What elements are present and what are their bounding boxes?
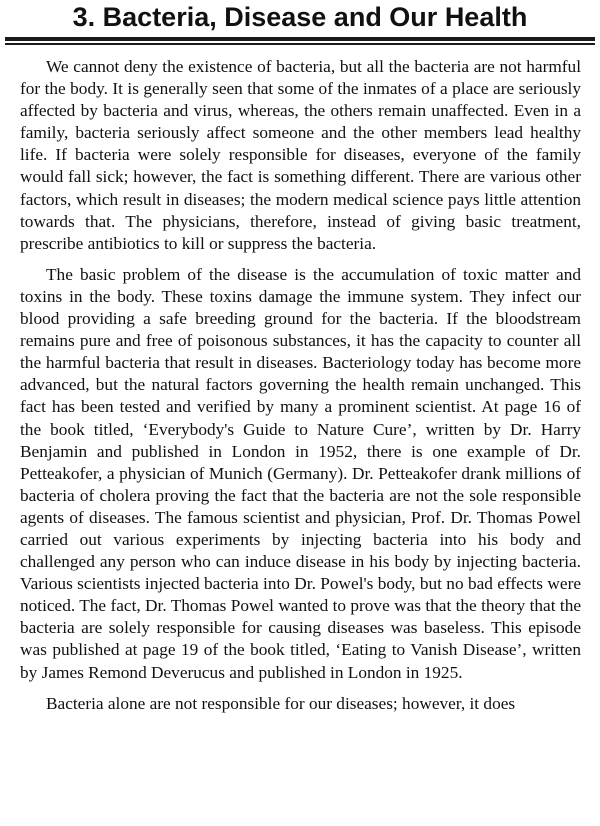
chapter-body: [20, 56, 581, 724]
paragraph-1: We cannot deny the existence of bacteria, but all the bacteria are not harmful for the body. It is generally seen that some of the inmates of a place are seriously affected by bacteria and virus, whereas, the others remain unaffected. Even in a family, bacteria seriously affect someone and the other members lead healthy life. If bacteria were solely responsible for diseases, everyone of the family would fall sick; however, the fact is something different. There are various other factors, which result in diseases; the modern medical science pays little attention towards that. The physicians, therefore, instead of giving basic treatment, prescribe antibiotics to kill or suppress the bacteria.: [20, 57, 581, 253]
title-rule-thin: [5, 43, 595, 45]
chapter-title: 3. Bacteria, Disease and Our Health: [72, 2, 528, 32]
paragraph-3: Bacteria alone are not responsible for our diseases; however, it does: [46, 693, 516, 713]
paragraph-2: The basic problem of the disease is the accumulation of toxic matter and toxins in the body. These toxins damage the immune system. They infect our blood providing a safe breeding ground for the bacteria. If the bloodstream remains pure and free of poisonous substances, it has the capacity to counter all the harmful bacteria that result in diseases. Bacteriology today has become more advanced, but the natural factors governing the health remain unchanged. This fact has been tested and verified by many a prominent scientist. At page 16 of the book titled, ‘Everybody's Guide to Nature Cure’, written by Dr. Harry Benjamin and published in London in 1952, there is one example of Dr. Petteakofer, a physician of Munich (Germany). Dr. Petteakofer drank millions of bacteria of cholera proving the fact that the bacteria are not the sole responsible agents of diseases. The famous scientist and physician, Prof. Dr. Thomas Powel carried out various experiments by injecting bacteria into his body and challenged any person who can induce disease in his body by injecting bacteria. Various scientists injected bacteria into Dr. Powel's body, but no bad effects were noticed. The fact, Dr. Thomas Powel wanted to prove was that the theory that the bacteria are solely responsible for causing diseases was baseless. This episode was published at page 19 of the book titled, ‘Eating to Vanish Disease’, written by James Remond Deverucus and published in London in 1925.: [20, 264, 581, 682]
title-rule-thick: [5, 37, 595, 41]
